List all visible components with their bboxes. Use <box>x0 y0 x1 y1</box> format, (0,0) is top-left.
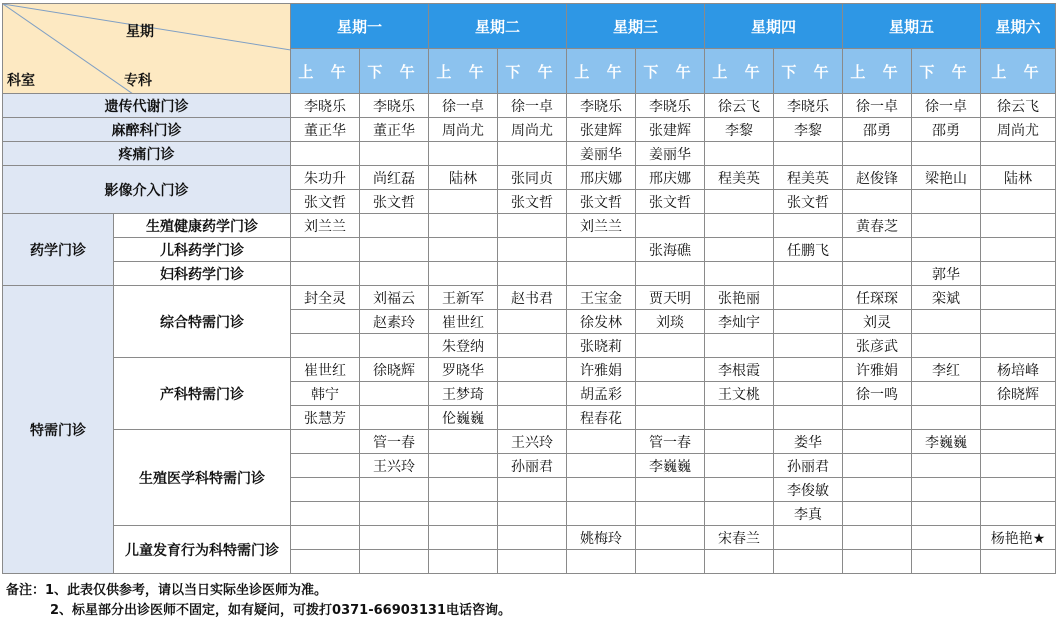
doctor-cell <box>429 454 498 478</box>
doctor-cell <box>429 526 498 550</box>
doctor-cell <box>981 406 1056 430</box>
doctor-cell <box>360 406 429 430</box>
doctor-cell: 徐晓辉 <box>360 358 429 382</box>
doctor-cell: 王兴玲 <box>360 454 429 478</box>
half-day-header: 下 午 <box>774 49 843 94</box>
doctor-cell: 杨艳艳★ <box>981 526 1056 550</box>
specialty-label: 生殖健康药学门诊 <box>114 214 291 238</box>
doctor-cell: 韩宁 <box>291 382 360 406</box>
doctor-cell: 徐一卓 <box>429 94 498 118</box>
doctor-cell <box>912 190 981 214</box>
doctor-cell <box>912 382 981 406</box>
department-label: 影像介入门诊 <box>3 166 291 214</box>
doctor-cell: 张文哲 <box>636 190 705 214</box>
doctor-cell: 张文哲 <box>567 190 636 214</box>
doctor-cell: 王宝金 <box>567 286 636 310</box>
doctor-cell <box>360 382 429 406</box>
doctor-cell: 王新军 <box>429 286 498 310</box>
doctor-cell <box>912 406 981 430</box>
doctor-cell: 胡孟彩 <box>567 382 636 406</box>
doctor-cell: 梁艳山 <box>912 166 981 190</box>
doctor-cell <box>567 454 636 478</box>
doctor-cell <box>636 478 705 502</box>
half-day-header: 上 午 <box>291 49 360 94</box>
doctor-cell <box>636 550 705 574</box>
doctor-cell: 董正华 <box>291 118 360 142</box>
doctor-cell: 黄春芝 <box>843 214 912 238</box>
specialty-label: 儿科药学门诊 <box>114 238 291 262</box>
footnote-2: 2、标星部分出诊医师不固定，如有疑问，可拨打0371-66903131电话咨询。 <box>50 603 511 618</box>
doctor-cell <box>429 550 498 574</box>
doctor-cell: 徐一卓 <box>912 94 981 118</box>
doctor-cell <box>429 238 498 262</box>
doctor-cell: 姜丽华 <box>567 142 636 166</box>
half-day-header: 下 午 <box>636 49 705 94</box>
doctor-cell <box>912 478 981 502</box>
doctor-cell <box>567 502 636 526</box>
doctor-cell: 张慧芳 <box>291 406 360 430</box>
doctor-cell: 李黎 <box>774 118 843 142</box>
doctor-cell: 管一春 <box>636 430 705 454</box>
doctor-cell <box>705 406 774 430</box>
doctor-cell <box>981 286 1056 310</box>
doctor-cell: 刘兰兰 <box>567 214 636 238</box>
header-corner <box>3 4 291 94</box>
doctor-cell <box>360 214 429 238</box>
doctor-cell <box>291 478 360 502</box>
doctor-cell <box>636 382 705 406</box>
half-day-header: 下 午 <box>498 49 567 94</box>
doctor-cell <box>291 430 360 454</box>
doctor-cell: 李灿宇 <box>705 310 774 334</box>
doctor-cell <box>498 382 567 406</box>
doctor-cell: 陆林 <box>981 166 1056 190</box>
doctor-cell <box>636 406 705 430</box>
specialty-label: 妇科药学门诊 <box>114 262 291 286</box>
doctor-cell: 任琛琛 <box>843 286 912 310</box>
doctor-cell: 周尚尤 <box>498 118 567 142</box>
doctor-cell: 罗晓华 <box>429 358 498 382</box>
doctor-cell: 崔世红 <box>291 358 360 382</box>
doctor-cell <box>567 478 636 502</box>
doctor-cell: 刘福云 <box>360 286 429 310</box>
doctor-cell <box>705 214 774 238</box>
doctor-cell <box>912 238 981 262</box>
footnotes <box>6 581 511 621</box>
doctor-cell: 李黎 <box>705 118 774 142</box>
doctor-cell <box>705 238 774 262</box>
doctor-cell <box>912 142 981 166</box>
doctor-cell: 徐云飞 <box>705 94 774 118</box>
doctor-cell: 李真 <box>774 502 843 526</box>
doctor-cell <box>498 214 567 238</box>
doctor-cell <box>360 262 429 286</box>
doctor-cell: 李巍巍 <box>636 454 705 478</box>
specialty-label: 儿童发育行为科特需门诊 <box>114 526 291 574</box>
doctor-cell: 张彦武 <box>843 334 912 358</box>
doctor-cell <box>291 310 360 334</box>
schedule-row <box>3 238 1056 262</box>
doctor-cell: 张艳丽 <box>705 286 774 310</box>
doctor-cell: 邢庆娜 <box>567 166 636 190</box>
doctor-cell <box>912 550 981 574</box>
doctor-cell: 孙丽君 <box>498 454 567 478</box>
doctor-cell <box>636 214 705 238</box>
doctor-cell <box>498 526 567 550</box>
doctor-cell <box>912 526 981 550</box>
department-label: 麻醉科门诊 <box>3 118 291 142</box>
doctor-cell <box>705 550 774 574</box>
doctor-cell: 邢庆娜 <box>636 166 705 190</box>
doctor-cell: 郭华 <box>912 262 981 286</box>
specialty-label: 产科特需门诊 <box>114 358 291 430</box>
doctor-cell <box>567 262 636 286</box>
doctor-cell <box>774 358 843 382</box>
doctor-cell <box>360 238 429 262</box>
doctor-cell: 李晓乐 <box>774 94 843 118</box>
doctor-cell: 邵勇 <box>843 118 912 142</box>
doctor-cell: 刘兰兰 <box>291 214 360 238</box>
doctor-cell <box>567 430 636 454</box>
doctor-cell <box>774 526 843 550</box>
doctor-cell: 张文哲 <box>291 190 360 214</box>
corner-label-weekday: 星期 <box>126 24 154 40</box>
doctor-cell <box>981 430 1056 454</box>
doctor-cell: 李晓乐 <box>360 94 429 118</box>
header-row-days <box>3 4 1056 49</box>
doctor-cell <box>636 334 705 358</box>
day-header: 星期三 <box>567 4 705 49</box>
half-day-header: 上 午 <box>429 49 498 94</box>
half-day-header: 下 午 <box>360 49 429 94</box>
schedule-row <box>3 166 1056 190</box>
doctor-cell <box>636 502 705 526</box>
doctor-cell <box>360 334 429 358</box>
day-header: 星期二 <box>429 4 567 49</box>
doctor-cell <box>774 262 843 286</box>
schedule-row <box>3 526 1056 550</box>
doctor-cell <box>843 262 912 286</box>
doctor-cell <box>774 550 843 574</box>
doctor-cell: 徐云飞 <box>981 94 1056 118</box>
doctor-cell: 姚梅玲 <box>567 526 636 550</box>
doctor-cell <box>843 190 912 214</box>
department-group-label: 药学门诊 <box>3 214 114 286</box>
schedule-row <box>3 358 1056 382</box>
doctor-cell: 张建辉 <box>567 118 636 142</box>
doctor-cell <box>843 478 912 502</box>
doctor-cell: 邵勇 <box>912 118 981 142</box>
doctor-cell <box>429 142 498 166</box>
doctor-cell <box>912 502 981 526</box>
doctor-cell: 伦巍巍 <box>429 406 498 430</box>
doctor-cell: 李晓乐 <box>567 94 636 118</box>
corner-label-specialty: 专科 <box>124 73 152 89</box>
doctor-cell <box>843 406 912 430</box>
doctor-cell <box>843 550 912 574</box>
half-day-header: 上 午 <box>981 49 1056 94</box>
doctor-cell: 贾天明 <box>636 286 705 310</box>
doctor-cell <box>705 430 774 454</box>
doctor-cell: 徐发林 <box>567 310 636 334</box>
doctor-cell <box>498 406 567 430</box>
doctor-cell <box>981 502 1056 526</box>
doctor-cell: 栾斌 <box>912 286 981 310</box>
doctor-cell <box>429 430 498 454</box>
doctor-cell <box>498 502 567 526</box>
doctor-cell <box>774 334 843 358</box>
schedule-row <box>3 286 1056 310</box>
doctor-cell <box>498 478 567 502</box>
doctor-cell <box>429 262 498 286</box>
doctor-cell: 李根霞 <box>705 358 774 382</box>
doctor-cell: 程春花 <box>567 406 636 430</box>
doctor-cell <box>843 430 912 454</box>
doctor-cell <box>912 454 981 478</box>
doctor-cell <box>291 238 360 262</box>
schedule-row <box>3 118 1056 142</box>
doctor-cell: 朱功升 <box>291 166 360 190</box>
doctor-cell <box>774 286 843 310</box>
doctor-cell: 管一春 <box>360 430 429 454</box>
doctor-cell: 朱登纳 <box>429 334 498 358</box>
half-day-header: 上 午 <box>705 49 774 94</box>
doctor-cell: 张晓莉 <box>567 334 636 358</box>
doctor-cell <box>498 550 567 574</box>
doctor-cell: 刘灵 <box>843 310 912 334</box>
doctor-cell: 张同贞 <box>498 166 567 190</box>
half-day-header: 上 午 <box>843 49 912 94</box>
schedule-row <box>3 262 1056 286</box>
doctor-cell <box>843 502 912 526</box>
doctor-cell <box>498 238 567 262</box>
doctor-cell <box>498 310 567 334</box>
day-header: 星期五 <box>843 4 981 49</box>
day-header: 星期四 <box>705 4 843 49</box>
doctor-cell: 陆林 <box>429 166 498 190</box>
doctor-cell: 娄华 <box>774 430 843 454</box>
doctor-cell <box>843 454 912 478</box>
doctor-cell <box>636 262 705 286</box>
doctor-cell: 徐一鸣 <box>843 382 912 406</box>
doctor-cell <box>912 214 981 238</box>
doctor-cell <box>981 262 1056 286</box>
doctor-cell: 赵书君 <box>498 286 567 310</box>
doctor-cell <box>360 478 429 502</box>
doctor-cell <box>843 142 912 166</box>
doctor-cell: 李晓乐 <box>291 94 360 118</box>
doctor-cell: 孙丽君 <box>774 454 843 478</box>
doctor-cell <box>429 214 498 238</box>
schedule-row <box>3 94 1056 118</box>
doctor-cell <box>981 238 1056 262</box>
doctor-cell: 宋春兰 <box>705 526 774 550</box>
doctor-cell: 尚红磊 <box>360 166 429 190</box>
doctor-cell: 王兴玲 <box>498 430 567 454</box>
footnote-1: 备注：1、此表仅供参考，请以当日实际坐诊医师为准。 <box>6 583 328 598</box>
doctor-cell <box>567 238 636 262</box>
doctor-cell: 王梦琦 <box>429 382 498 406</box>
doctor-cell <box>291 502 360 526</box>
doctor-cell <box>705 262 774 286</box>
department-label: 疼痛门诊 <box>3 142 291 166</box>
doctor-cell <box>291 334 360 358</box>
day-header: 星期六 <box>981 4 1056 49</box>
clinic-schedule-table <box>2 3 1056 574</box>
doctor-cell: 许雅娟 <box>843 358 912 382</box>
doctor-cell: 周尚尤 <box>981 118 1056 142</box>
doctor-cell <box>774 142 843 166</box>
doctor-cell: 董正华 <box>360 118 429 142</box>
doctor-cell: 张文哲 <box>498 190 567 214</box>
doctor-cell: 张文哲 <box>360 190 429 214</box>
doctor-cell <box>981 190 1056 214</box>
doctor-cell <box>498 262 567 286</box>
doctor-cell <box>429 502 498 526</box>
doctor-cell <box>912 310 981 334</box>
doctor-cell <box>981 454 1056 478</box>
schedule-row <box>3 142 1056 166</box>
doctor-cell <box>774 214 843 238</box>
department-group-label: 特需门诊 <box>3 286 114 574</box>
doctor-cell: 任鹏飞 <box>774 238 843 262</box>
doctor-cell <box>360 502 429 526</box>
doctor-cell: 徐一卓 <box>843 94 912 118</box>
doctor-cell <box>498 142 567 166</box>
specialty-label: 生殖医学科特需门诊 <box>114 430 291 526</box>
doctor-cell <box>498 358 567 382</box>
doctor-cell: 杨培峰 <box>981 358 1056 382</box>
doctor-cell <box>843 526 912 550</box>
doctor-cell: 张海礁 <box>636 238 705 262</box>
doctor-cell <box>567 550 636 574</box>
specialty-label: 综合特需门诊 <box>114 286 291 358</box>
doctor-cell <box>429 478 498 502</box>
doctor-cell <box>774 382 843 406</box>
doctor-cell <box>360 550 429 574</box>
doctor-cell: 张文哲 <box>774 190 843 214</box>
doctor-cell <box>705 190 774 214</box>
doctor-cell: 封全灵 <box>291 286 360 310</box>
doctor-cell <box>705 334 774 358</box>
doctor-cell: 刘琰 <box>636 310 705 334</box>
doctor-cell: 程美英 <box>774 166 843 190</box>
doctor-cell: 赵素玲 <box>360 310 429 334</box>
doctor-cell <box>360 142 429 166</box>
doctor-cell <box>981 550 1056 574</box>
doctor-cell: 周尚尤 <box>429 118 498 142</box>
doctor-cell <box>636 526 705 550</box>
doctor-cell: 李巍巍 <box>912 430 981 454</box>
corner-label-department: 科室 <box>7 73 35 89</box>
doctor-cell <box>291 550 360 574</box>
doctor-cell <box>291 526 360 550</box>
doctor-cell: 李晓乐 <box>636 94 705 118</box>
doctor-cell <box>981 478 1056 502</box>
doctor-cell <box>705 142 774 166</box>
doctor-cell <box>498 334 567 358</box>
department-label: 遗传代谢门诊 <box>3 94 291 118</box>
doctor-cell: 李俊敏 <box>774 478 843 502</box>
day-header: 星期一 <box>291 4 429 49</box>
doctor-cell <box>291 262 360 286</box>
doctor-cell: 程美英 <box>705 166 774 190</box>
doctor-cell <box>291 454 360 478</box>
doctor-cell: 赵俊锋 <box>843 166 912 190</box>
doctor-cell: 徐晓辉 <box>981 382 1056 406</box>
doctor-cell <box>774 406 843 430</box>
doctor-cell <box>636 358 705 382</box>
doctor-cell: 张建辉 <box>636 118 705 142</box>
doctor-cell <box>774 310 843 334</box>
doctor-cell: 姜丽华 <box>636 142 705 166</box>
doctor-cell <box>981 214 1056 238</box>
doctor-cell <box>705 478 774 502</box>
schedule-row <box>3 430 1056 454</box>
doctor-cell: 徐一卓 <box>498 94 567 118</box>
doctor-cell <box>912 334 981 358</box>
doctor-cell: 王文桃 <box>705 382 774 406</box>
doctor-cell <box>360 526 429 550</box>
doctor-cell <box>705 454 774 478</box>
doctor-cell: 崔世红 <box>429 310 498 334</box>
doctor-cell <box>981 310 1056 334</box>
doctor-cell <box>981 142 1056 166</box>
doctor-cell <box>429 190 498 214</box>
schedule-row <box>3 214 1056 238</box>
doctor-cell <box>291 142 360 166</box>
doctor-cell: 许雅娟 <box>567 358 636 382</box>
doctor-cell <box>705 502 774 526</box>
doctor-cell <box>843 238 912 262</box>
doctor-cell: 李红 <box>912 358 981 382</box>
half-day-header: 上 午 <box>567 49 636 94</box>
doctor-cell <box>981 334 1056 358</box>
half-day-header: 下 午 <box>912 49 981 94</box>
